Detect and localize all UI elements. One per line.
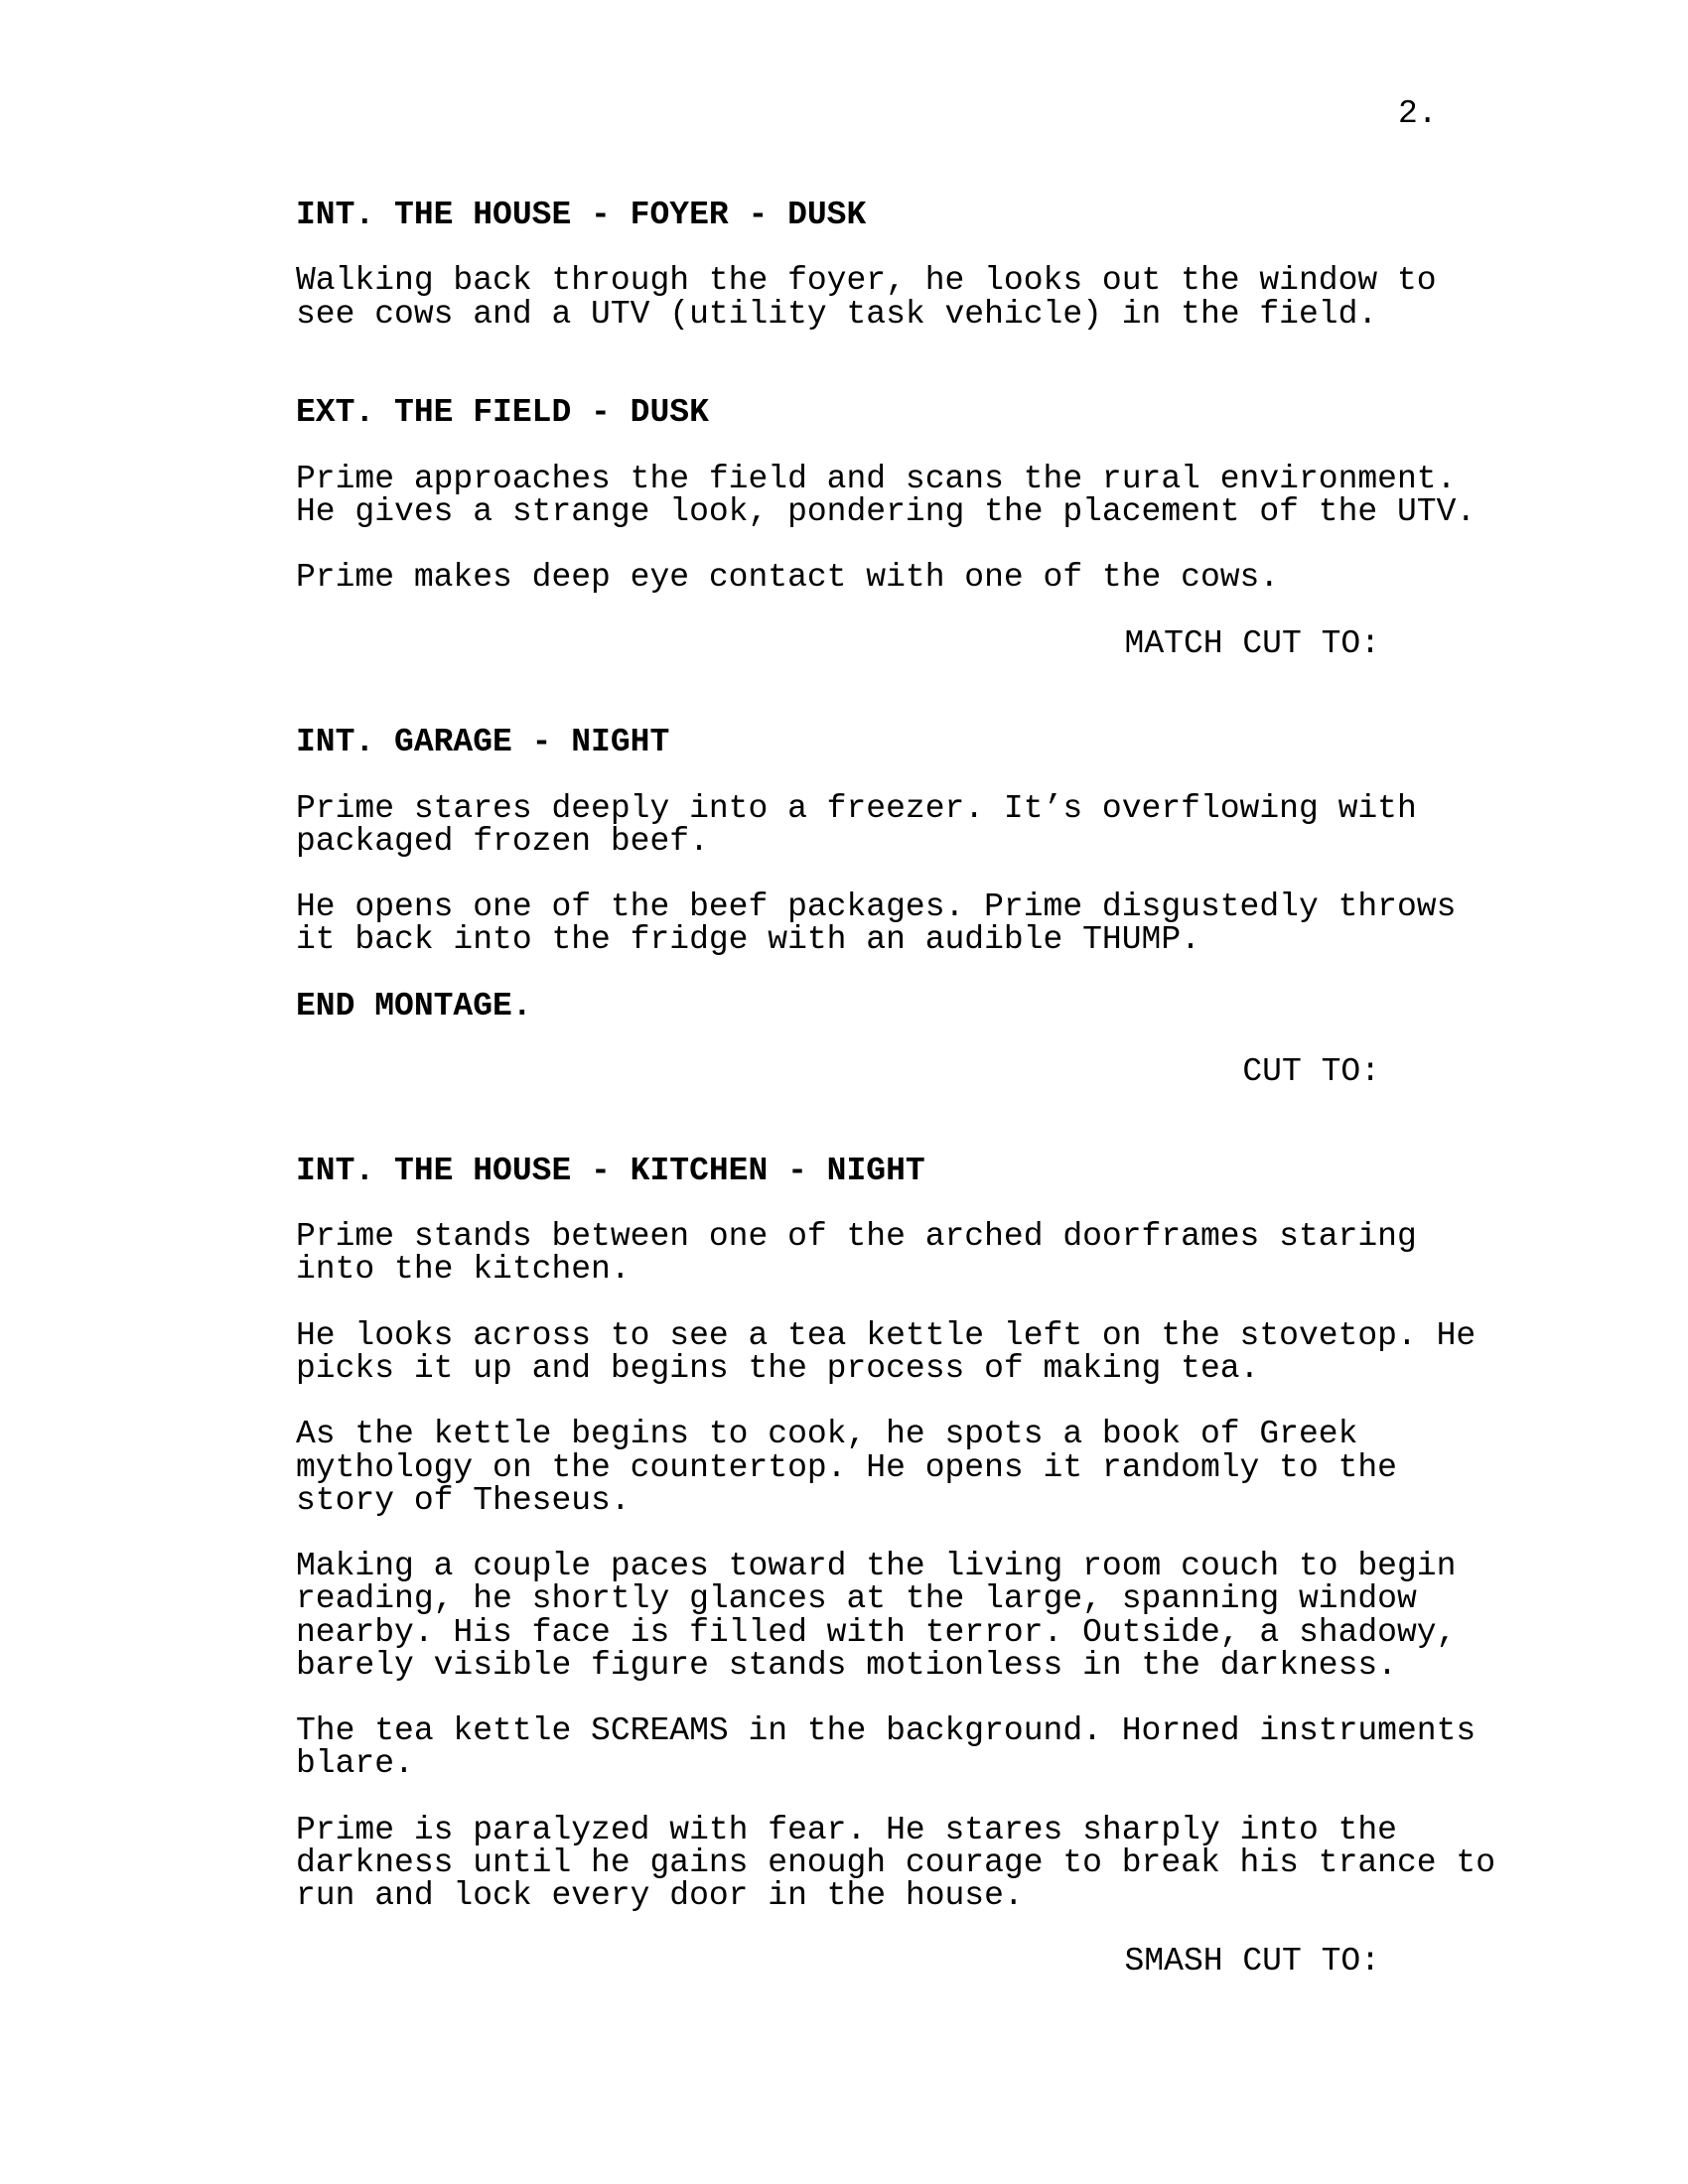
action-paragraph: Prime makes deep eye contact with one of the cows. <box>296 559 1280 597</box>
scene-heading: INT. GARAGE - NIGHT <box>296 724 670 761</box>
action-paragraph: Prime approaches the field and scans the rural environment. He gives a strange look, pondering the placement of the UTV. <box>296 460 1477 530</box>
scene-heading: EXT. THE FIELD - DUSK <box>296 394 709 432</box>
page-number: 2. <box>1398 95 1438 132</box>
end-montage-note: END MONTAGE. <box>296 987 532 1024</box>
scene-heading: INT. THE HOUSE - FOYER - DUSK <box>296 197 867 233</box>
action-paragraph: Walking back through the foyer, he looks out the window to see cows and a UTV (utility task vehicle) in the field. <box>296 262 1437 333</box>
action-paragraph: Making a couple paces toward the living room couch to begin reading, he shortly glances at the large, spanning window nearby. His face is filled with terror. Outside, a shadowy, barely visible figure stands motionless in the darkness. <box>296 1548 1457 1684</box>
transition: MATCH CUT TO: <box>1124 624 1380 662</box>
action-paragraph: Prime stands between one of the arched doorframes staring into the kitchen. <box>296 1218 1417 1289</box>
action-paragraph: Prime is paralyzed with fear. He stares sharply into the darkness until he gains enough courage to break his trance to run and lock every door in the house. <box>296 1811 1495 1915</box>
action-paragraph: Prime stares deeply into a freezer. It’s overflowing with packaged frozen beef. <box>296 789 1417 860</box>
action-paragraph: The tea kettle SCREAMS in the background. Horned instruments blare. <box>296 1712 1477 1783</box>
scene-heading: INT. THE HOUSE - KITCHEN - NIGHT <box>296 1152 925 1189</box>
action-paragraph: As the kettle begins to cook, he spots a book of Greek mythology on the countertop. He opens it randomly to the story of Theseus. <box>296 1416 1397 1519</box>
screenplay-body <box>296 197 1495 1980</box>
action-paragraph: He looks across to see a tea kettle left on the stovetop. He picks it up and begins the process of making tea. <box>296 1316 1477 1387</box>
transition: SMASH CUT TO: <box>1124 1943 1380 1980</box>
action-paragraph: He opens one of the beef packages. Prime disgustedly throws it back into the fridge with an audible THUMP. <box>296 888 1457 959</box>
transition: CUT TO: <box>1242 1053 1380 1091</box>
